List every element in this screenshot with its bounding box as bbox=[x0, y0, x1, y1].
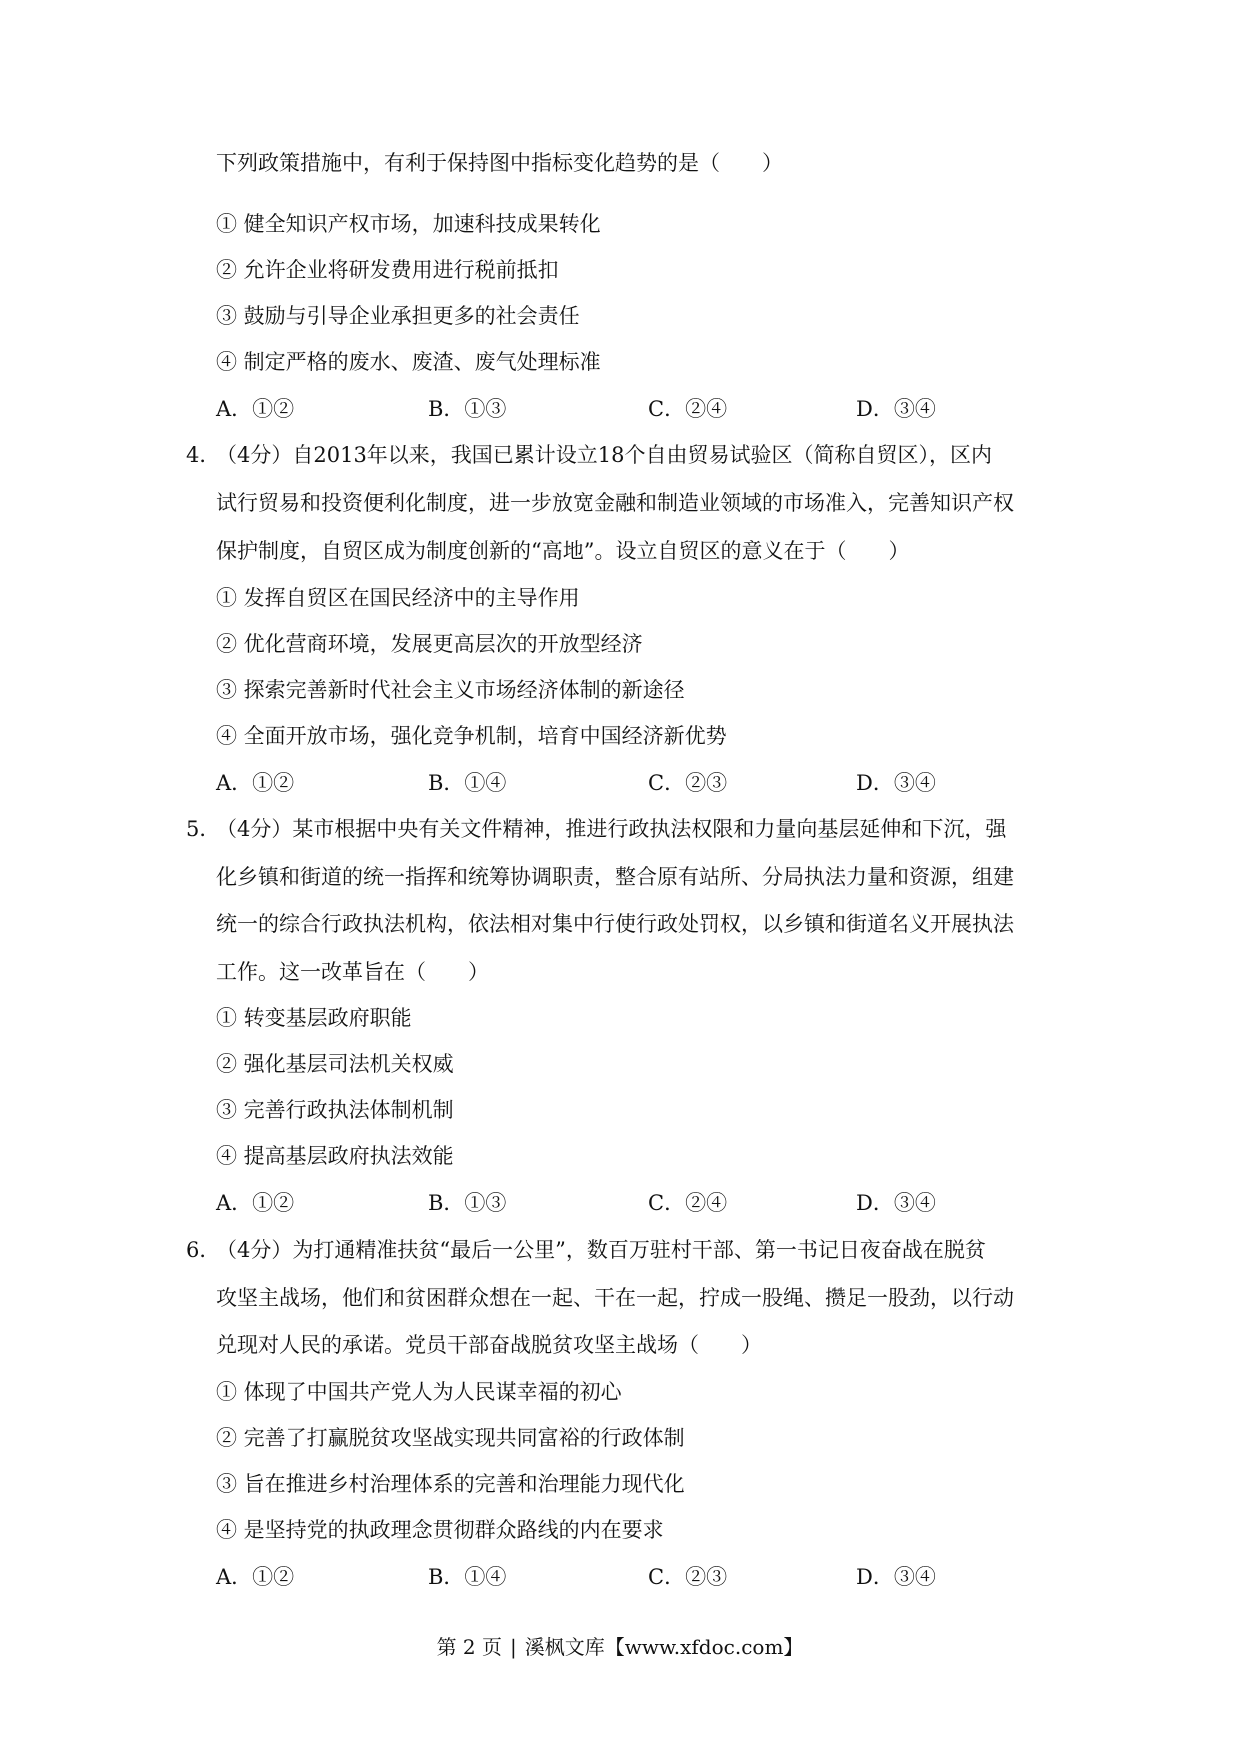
q4-item-1: ① 发挥自贸区在国民经济中的主导作用 bbox=[216, 586, 580, 610]
q6-stem-line-1: （4分）为打通精准扶贫“最后一公里”，数百万驻村干部、第一书记日夜奋战在脱贫 bbox=[216, 1238, 986, 1262]
q3-stem: 下列政策措施中，有利于保持图中指标变化趋势的是（ ） bbox=[216, 151, 783, 175]
q6-option-c: C．②③ bbox=[648, 1565, 728, 1589]
q6-item-2: ② 完善了打赢脱贫攻坚战实现共同富裕的行政体制 bbox=[216, 1426, 685, 1450]
q4-number: 4． bbox=[186, 443, 221, 467]
q4-options bbox=[216, 768, 1116, 798]
q4-option-c: C．②③ bbox=[648, 771, 728, 795]
page-footer bbox=[0, 1632, 1240, 1662]
q3-option-d: D．③④ bbox=[856, 397, 936, 421]
q5-item-2: ② 强化基层司法机关权威 bbox=[216, 1052, 454, 1076]
q3-option-b: B．①③ bbox=[428, 397, 507, 421]
q6-number: 6． bbox=[186, 1238, 221, 1262]
footer-site-link[interactable]: 溪枫文库【www.xfdoc.com】 bbox=[524, 1635, 804, 1659]
q3-options bbox=[216, 394, 1116, 424]
q6-option-b: B．①④ bbox=[428, 1565, 507, 1589]
q5-stem-line-3: 统一的综合行政执法机构，依法相对集中行使行政处罚权，以乡镇和街道名义开展执法 bbox=[216, 912, 1014, 936]
footer-separator: | bbox=[510, 1635, 517, 1659]
q3-item-2: ② 允许企业将研发费用进行税前抵扣 bbox=[216, 258, 559, 282]
q6-stem-line-3: 兑现对人民的承诺。党员干部奋战脱贫攻坚主战场（ ） bbox=[216, 1333, 762, 1357]
q3-item-4: ④ 制定严格的废水、废渣、废气处理标准 bbox=[216, 350, 601, 374]
q6-item-4: ④ 是坚持党的执政理念贯彻群众路线的内在要求 bbox=[216, 1518, 664, 1542]
q4-stem-line-2: 试行贸易和投资便利化制度，进一步放宽金融和制造业领域的市场准入，完善知识产权 bbox=[216, 491, 1014, 515]
q6-item-3: ③ 旨在推进乡村治理体系的完善和治理能力现代化 bbox=[216, 1472, 685, 1496]
q5-option-b: B．①③ bbox=[428, 1191, 507, 1215]
q4-item-2: ② 优化营商环境，发展更高层次的开放型经济 bbox=[216, 632, 643, 656]
q6-stem-line-2: 攻坚主战场，他们和贫困群众想在一起、干在一起，拧成一股绳、攒足一股劲，以行动 bbox=[216, 1286, 1014, 1310]
q4-option-a: A．①② bbox=[216, 771, 295, 795]
q3-option-a: A．①② bbox=[216, 397, 295, 421]
q3-option-c: C．②④ bbox=[648, 397, 728, 421]
q4-stem-line-1: （4分）自2013年以来，我国已累计设立18个自由贸易试验区（简称自贸区），区内 bbox=[216, 443, 993, 467]
q5-option-d: D．③④ bbox=[856, 1191, 936, 1215]
q4-item-3: ③ 探索完善新时代社会主义市场经济体制的新途径 bbox=[216, 678, 685, 702]
q6-option-a: A．①② bbox=[216, 1565, 295, 1589]
q5-item-1: ① 转变基层政府职能 bbox=[216, 1006, 412, 1030]
q4-option-b: B．①④ bbox=[428, 771, 507, 795]
q5-item-4: ④ 提高基层政府执法效能 bbox=[216, 1144, 454, 1168]
page-number: 第 2 页 bbox=[436, 1635, 503, 1659]
q5-number: 5． bbox=[186, 817, 221, 841]
q6-options bbox=[216, 1562, 1116, 1592]
q4-option-d: D．③④ bbox=[856, 771, 936, 795]
q4-item-4: ④ 全面开放市场，强化竞争机制，培育中国经济新优势 bbox=[216, 724, 727, 748]
q4-stem-line-3: 保护制度，自贸区成为制度创新的“高地”。设立自贸区的意义在于（ ） bbox=[216, 539, 910, 563]
q5-option-c: C．②④ bbox=[648, 1191, 728, 1215]
q5-item-3: ③ 完善行政执法体制机制 bbox=[216, 1098, 454, 1122]
q5-options bbox=[216, 1188, 1116, 1218]
q5-stem-line-2: 化乡镇和街道的统一指挥和统筹协调职责，整合原有站所、分局执法力量和资源，组建 bbox=[216, 865, 1014, 889]
q3-item-3: ③ 鼓励与引导企业承担更多的社会责任 bbox=[216, 304, 580, 328]
q3-item-1: ① 健全知识产权市场，加速科技成果转化 bbox=[216, 212, 601, 236]
q5-stem-line-1: （4分）某市根据中央有关文件精神，推进行政执法权限和力量向基层延伸和下沉，强 bbox=[216, 817, 1007, 841]
q6-option-d: D．③④ bbox=[856, 1565, 936, 1589]
q6-item-1: ① 体现了中国共产党人为人民谋幸福的初心 bbox=[216, 1380, 622, 1404]
q5-stem-line-4: 工作。这一改革旨在（ ） bbox=[216, 960, 489, 984]
q5-option-a: A．①② bbox=[216, 1191, 295, 1215]
